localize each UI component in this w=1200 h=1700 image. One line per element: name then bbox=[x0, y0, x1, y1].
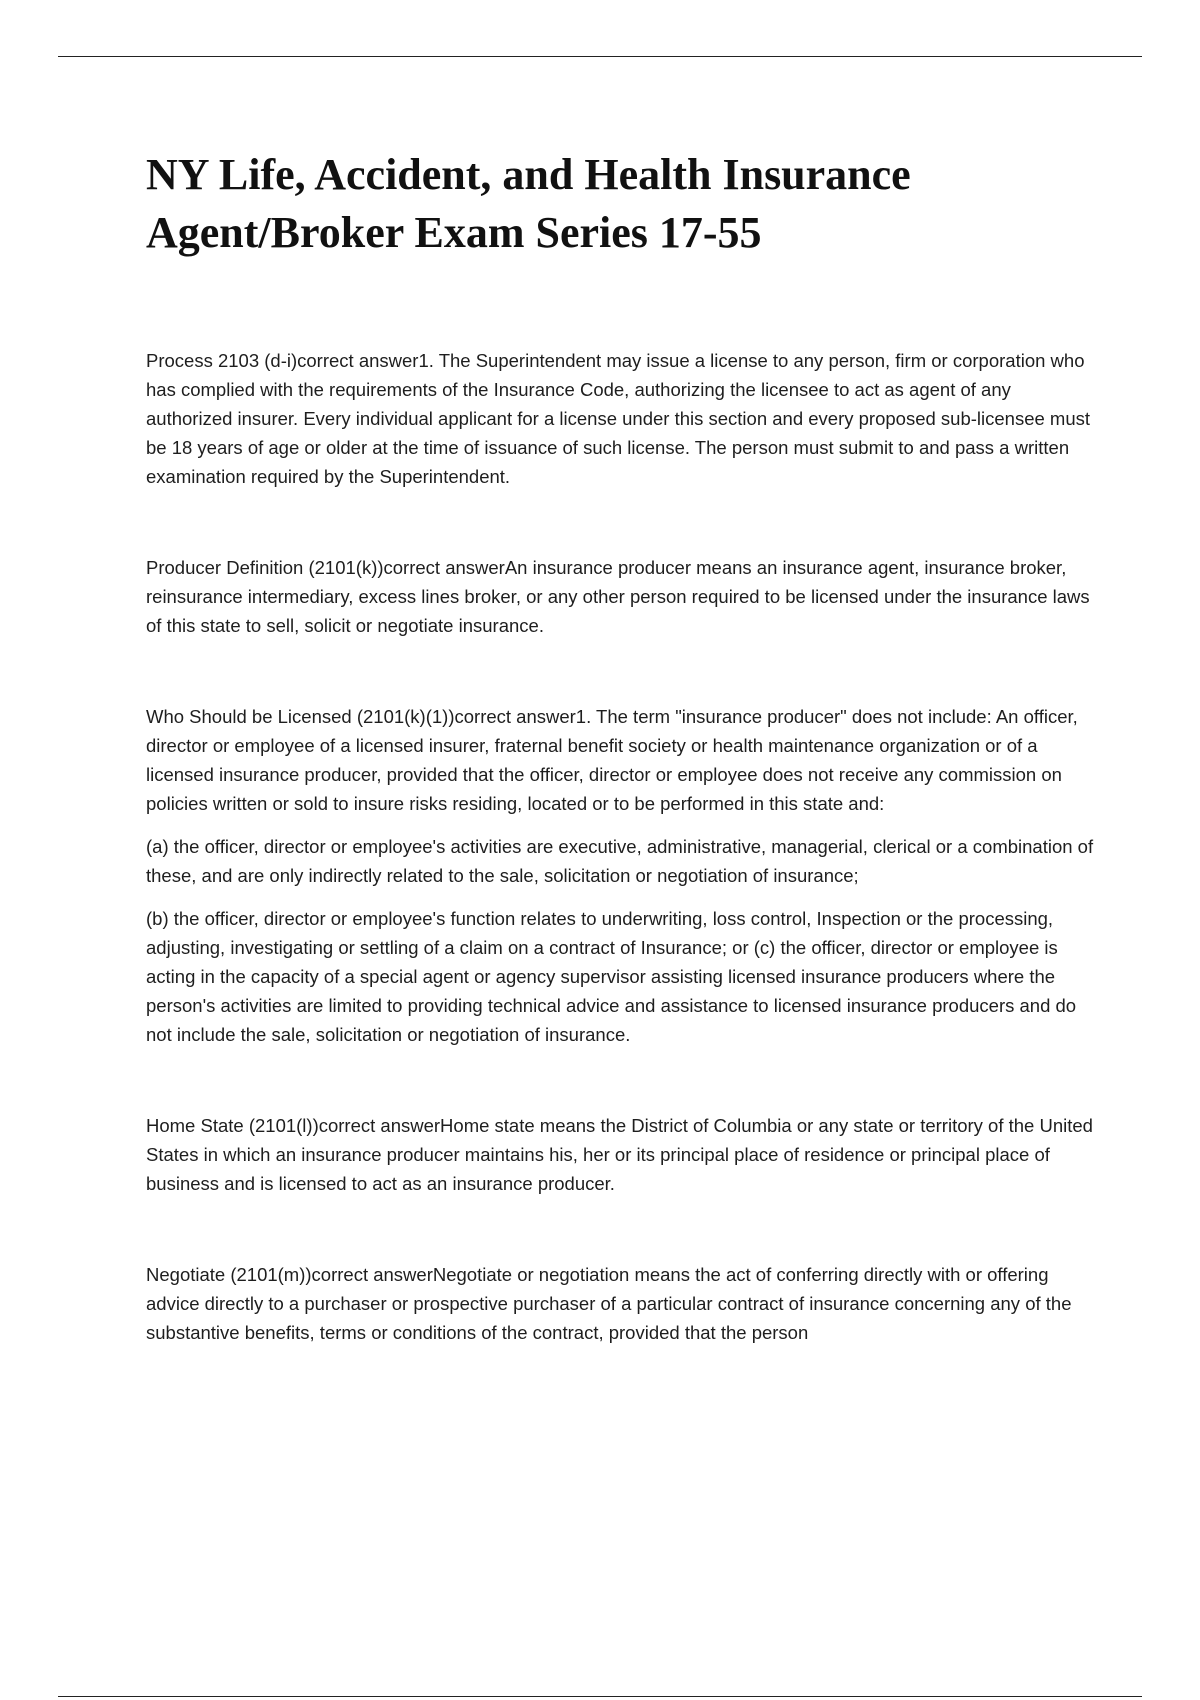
footer-rule bbox=[58, 1696, 1142, 1697]
entry-paragraph: Home State (2101(l))correct answerHome state means the District of Columbia or any state or territory of the United States in which an insurance producer maintains his, her or its principal place of residence or principal place of business and is licensed to act as an insurance producer. bbox=[146, 1115, 1093, 1194]
entry-paragraph-b: (b) the officer, director or employee's function relates to underwriting, loss control, Inspection or the processing, adjusting, investigating or settling of a claim on a contract of Insurance; or (c) the officer, director or employee is acting in the capacity of a special agent or agency supervisor assisting licensed insurance producers where the person's activities are limited to providing technical advice and assistance to licensed insurance producers and do not include the sale, solicitation or negotiation of insurance. bbox=[146, 908, 1077, 1045]
entry-paragraph: Process 2103 (d-i)correct answer1. The Superintendent may issue a license to any person, firm or corporation who has complied with the requirements of the Insurance Code, authorizing the licensee to act as agent of any authorized insurer. Every individual applicant for a license under this section and every proposed sub-licensee must be 18 years of age or older at the time of issuance of such license. The person must submit to and pass a written examination required by the Superintendent. bbox=[146, 350, 1091, 487]
entry-paragraph: Who Should be Licensed (2101(k)(1))correct answer1. The term "insurance producer" does not include: An officer, director or employee of a licensed insurer, fraternal benefit society or health maintenance organization or of a licensed insurance producer, provided that the officer, director or employee does not receive any commission on policies written or sold to insure risks residing, located or to be performed in this state and: bbox=[146, 706, 1078, 814]
entries-list bbox=[146, 346, 1096, 1409]
entry-process-2103 bbox=[146, 346, 1096, 491]
entry-paragraph: Negotiate (2101(m))correct answerNegotiate or negotiation means the act of conferring directly with or offering advice directly to a purchaser or prospective purchaser of a particular contract of insurance concerning any of the substantive benefits, terms or conditions of the contract, provided that the person bbox=[146, 1264, 1072, 1343]
entry-negotiate bbox=[146, 1260, 1096, 1347]
header-rule bbox=[58, 56, 1142, 57]
document-title: NY Life, Accident, and Health Insurance Agent/Broker Exam Series 17-55 bbox=[146, 150, 911, 257]
entry-who-should-be-licensed bbox=[146, 702, 1096, 1049]
entry-paragraph: Producer Definition (2101(k))correct answerAn insurance producer means an insurance agent, insurance broker, reinsurance intermediary, excess lines broker, or any other person required to be licensed under the insurance laws of this state to sell, solicit or negotiate insurance. bbox=[146, 557, 1090, 636]
entry-paragraph-a: (a) the officer, director or employee's activities are executive, administrative, managerial, clerical or a combination of these, and are only indirectly related to the sale, solicitation or negotiation of insurance; bbox=[146, 836, 1094, 886]
entry-home-state bbox=[146, 1111, 1096, 1198]
entry-producer-definition bbox=[146, 553, 1096, 640]
